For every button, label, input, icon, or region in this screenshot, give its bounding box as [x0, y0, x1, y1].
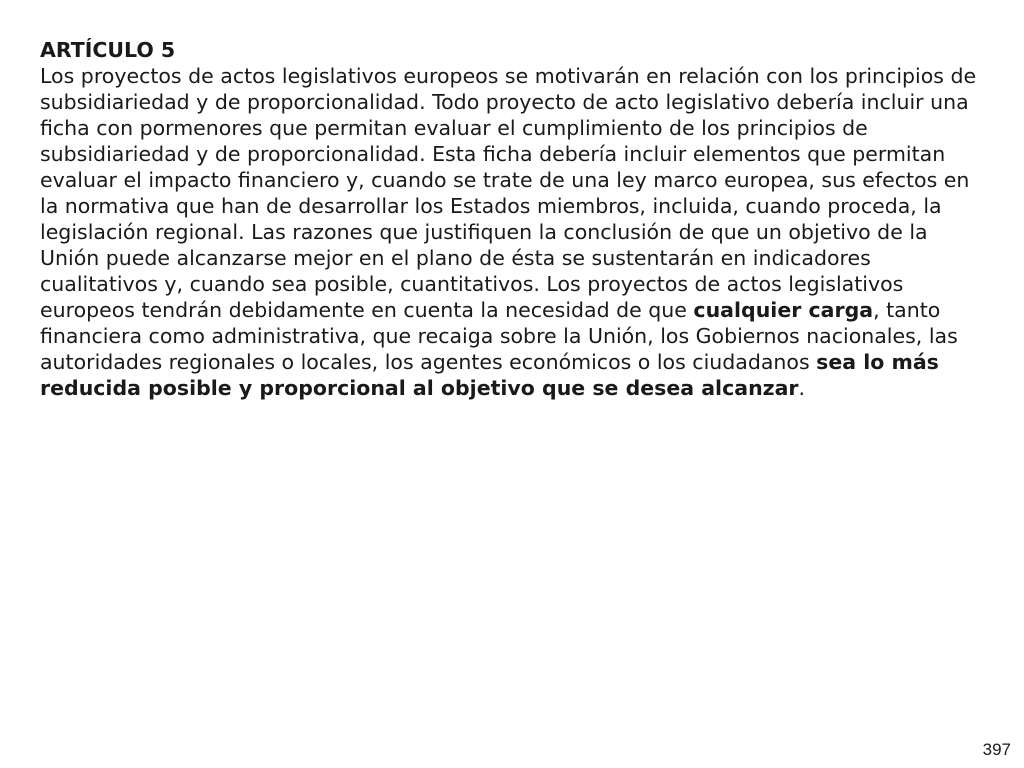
article-body: [40, 63, 988, 401]
article-bold-segment-1: cualquier carga: [693, 298, 874, 322]
article-heading: ARTÍCULO 5: [40, 38, 176, 62]
article-bold-segment-2: sea lo más reducida posible y proporcional al objetivo que se desea alcanzar: [40, 350, 939, 400]
article-block: [40, 37, 988, 401]
article-text-segment-1: Los proyectos de actos legislativos europeos se motivarán en relación con los principios de subsidiariedad y de proporcionalidad. Todo proyecto de acto legislativo debería incluir una ficha con pormenores que permitan evaluar el cumplimiento de los principios de subsidiariedad y de proporcionalidad. Esta ficha debería incluir elementos que permitan evaluar el impacto financiero y, cuando se trate de una ley marco europea, sus efectos en la normativa que han de desarrollar los Estados miembros, incluida, cuando proceda, la legislación regional. Las razones que justifiquen la conclusión de que un objetivo de la Unión puede alcanzarse mejor en el plano de ésta se sustentarán en indicadores cualitativos y, cuando sea posible, cuantitativos. Los proyectos de actos legislativos europeos tendrán debidamente en cuenta la necesidad de que: [40, 64, 977, 322]
article-text-segment-2: , tanto financiera como administrativa, que recaiga sobre la Unión, los Gobiernos nacionales, las autoridades regionales o locales, los agentes económicos o los ciudadanos: [40, 298, 958, 374]
page-number: 397: [982, 740, 1011, 759]
article-text-segment-3: .: [798, 376, 806, 400]
